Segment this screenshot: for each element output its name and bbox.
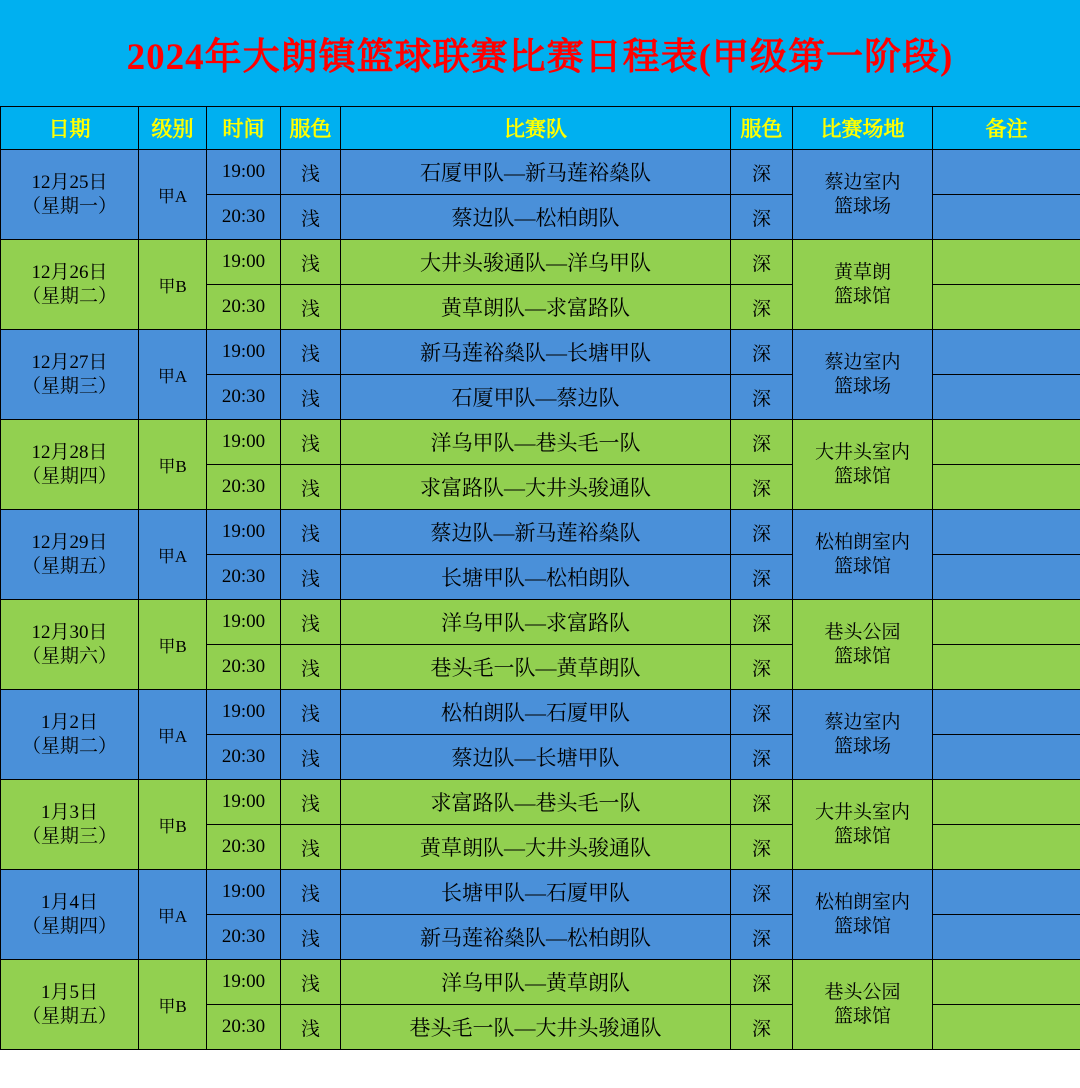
cell-home-shirt: 浅 <box>281 510 341 555</box>
cell-time: 19:00 <box>207 600 281 645</box>
date-day: 12月29日 <box>31 531 108 553</box>
cell-home-shirt: 浅 <box>281 240 341 285</box>
date-day: 12月25日 <box>31 171 108 193</box>
cell-time: 20:30 <box>207 645 281 690</box>
header-row <box>1 107 1080 150</box>
cell-venue <box>793 240 933 330</box>
table-row <box>1 510 1080 555</box>
venue-line-2: 篮球场 <box>833 735 891 757</box>
cell-level: 甲A <box>139 510 207 600</box>
table-header <box>1 107 1080 150</box>
cell-level: 甲B <box>139 960 207 1050</box>
venue-line-1: 大井头室内 <box>814 441 910 463</box>
cell-away-shirt: 深 <box>731 600 793 645</box>
title-bar <box>0 0 1080 106</box>
venue-line-1: 蔡边室内 <box>824 171 901 193</box>
table-row <box>1 780 1080 825</box>
cell-date <box>1 600 139 690</box>
cell-note <box>933 240 1080 285</box>
date-day: 1月4日 <box>40 891 98 913</box>
column-header-date: 日期 <box>1 107 139 150</box>
cell-teams: 洋乌甲队—巷头毛一队 <box>341 420 731 465</box>
cell-note <box>933 960 1080 1005</box>
cell-time: 20:30 <box>207 735 281 780</box>
cell-teams: 蔡边队—松柏朗队 <box>341 195 731 240</box>
cell-note <box>933 1005 1080 1050</box>
cell-home-shirt: 浅 <box>281 690 341 735</box>
cell-time: 19:00 <box>207 510 281 555</box>
date-weekday: （星期一） <box>21 195 117 217</box>
cell-teams: 石厦甲队—新马莲裕燊队 <box>341 150 731 195</box>
cell-date <box>1 150 139 240</box>
cell-level: 甲B <box>139 600 207 690</box>
page-title: 2024年大朗镇篮球联赛比赛日程表(甲级第一阶段) <box>126 37 954 78</box>
cell-teams: 黄草朗队—求富路队 <box>341 285 731 330</box>
cell-note <box>933 195 1080 240</box>
date-weekday: （星期五） <box>21 1005 117 1027</box>
cell-away-shirt: 深 <box>731 960 793 1005</box>
venue-line-2: 篮球馆 <box>833 825 891 847</box>
column-header-away-shirt: 服色 <box>731 107 793 150</box>
cell-away-shirt: 深 <box>731 195 793 240</box>
cell-teams: 巷头毛一队—黄草朗队 <box>341 645 731 690</box>
cell-note <box>933 375 1080 420</box>
cell-date <box>1 870 139 960</box>
cell-teams: 巷头毛一队—大井头骏通队 <box>341 1005 731 1050</box>
venue-line-1: 巷头公园 <box>824 621 901 643</box>
venue-line-2: 篮球馆 <box>833 555 891 577</box>
table-row <box>1 330 1080 375</box>
venue-line-2: 篮球馆 <box>833 465 891 487</box>
cell-teams: 蔡边队—新马莲裕燊队 <box>341 510 731 555</box>
cell-home-shirt: 浅 <box>281 420 341 465</box>
table-row <box>1 870 1080 915</box>
table-row <box>1 150 1080 195</box>
date-weekday: （星期三） <box>21 375 117 397</box>
cell-home-shirt: 浅 <box>281 915 341 960</box>
venue-line-1: 蔡边室内 <box>824 351 901 373</box>
date-day: 12月26日 <box>31 261 108 283</box>
cell-time: 19:00 <box>207 330 281 375</box>
cell-level: 甲B <box>139 780 207 870</box>
cell-note <box>933 150 1080 195</box>
venue-line-2: 篮球馆 <box>833 645 891 667</box>
cell-note <box>933 330 1080 375</box>
column-header-venue: 比赛场地 <box>793 107 933 150</box>
cell-note <box>933 645 1080 690</box>
cell-note <box>933 555 1080 600</box>
cell-time: 19:00 <box>207 420 281 465</box>
venue-line-1: 蔡边室内 <box>824 711 901 733</box>
date-day: 1月5日 <box>40 981 98 1003</box>
cell-note <box>933 780 1080 825</box>
cell-venue <box>793 870 933 960</box>
date-weekday: （星期六） <box>21 645 117 667</box>
venue-line-2: 篮球馆 <box>833 1005 891 1027</box>
cell-teams: 长塘甲队—石厦甲队 <box>341 870 731 915</box>
venue-line-1: 松柏朗室内 <box>814 531 910 553</box>
column-header-level: 级别 <box>139 107 207 150</box>
cell-date <box>1 510 139 600</box>
cell-away-shirt: 深 <box>731 555 793 600</box>
cell-time: 20:30 <box>207 195 281 240</box>
cell-home-shirt: 浅 <box>281 780 341 825</box>
cell-venue <box>793 420 933 510</box>
cell-home-shirt: 浅 <box>281 645 341 690</box>
table-body <box>1 150 1080 1050</box>
venue-line-1: 巷头公园 <box>824 981 901 1003</box>
date-day: 1月3日 <box>40 801 98 823</box>
cell-time: 19:00 <box>207 960 281 1005</box>
cell-date <box>1 420 139 510</box>
cell-venue <box>793 150 933 240</box>
cell-note <box>933 600 1080 645</box>
cell-away-shirt: 深 <box>731 330 793 375</box>
date-day: 1月2日 <box>40 711 98 733</box>
cell-time: 20:30 <box>207 465 281 510</box>
venue-line-1: 黄草朗 <box>833 261 891 283</box>
cell-home-shirt: 浅 <box>281 1005 341 1050</box>
cell-note <box>933 690 1080 735</box>
cell-note <box>933 510 1080 555</box>
cell-away-shirt: 深 <box>731 285 793 330</box>
venue-line-1: 松柏朗室内 <box>814 891 910 913</box>
table-row <box>1 600 1080 645</box>
cell-home-shirt: 浅 <box>281 150 341 195</box>
cell-note <box>933 870 1080 915</box>
cell-away-shirt: 深 <box>731 645 793 690</box>
column-header-teams: 比赛队 <box>341 107 731 150</box>
cell-time: 20:30 <box>207 825 281 870</box>
cell-teams: 大井头骏通队—洋乌甲队 <box>341 240 731 285</box>
cell-venue <box>793 690 933 780</box>
cell-level: 甲A <box>139 150 207 240</box>
cell-note <box>933 285 1080 330</box>
cell-home-shirt: 浅 <box>281 960 341 1005</box>
cell-level: 甲B <box>139 420 207 510</box>
cell-away-shirt: 深 <box>731 915 793 960</box>
cell-time: 19:00 <box>207 690 281 735</box>
cell-venue <box>793 780 933 870</box>
cell-away-shirt: 深 <box>731 870 793 915</box>
column-header-time: 时间 <box>207 107 281 150</box>
cell-home-shirt: 浅 <box>281 330 341 375</box>
date-day: 12月30日 <box>31 621 108 643</box>
cell-note <box>933 915 1080 960</box>
cell-note <box>933 735 1080 780</box>
cell-teams: 蔡边队—长塘甲队 <box>341 735 731 780</box>
date-weekday: （星期五） <box>21 555 117 577</box>
cell-time: 19:00 <box>207 150 281 195</box>
venue-line-2: 篮球场 <box>833 375 891 397</box>
table-row <box>1 420 1080 465</box>
table-row <box>1 960 1080 1005</box>
cell-date <box>1 780 139 870</box>
cell-home-shirt: 浅 <box>281 735 341 780</box>
cell-teams: 洋乌甲队—黄草朗队 <box>341 960 731 1005</box>
cell-teams: 长塘甲队—松柏朗队 <box>341 555 731 600</box>
cell-venue <box>793 600 933 690</box>
cell-away-shirt: 深 <box>731 780 793 825</box>
cell-home-shirt: 浅 <box>281 465 341 510</box>
date-day: 12月28日 <box>31 441 108 463</box>
cell-time: 20:30 <box>207 285 281 330</box>
cell-teams: 新马莲裕燊队—松柏朗队 <box>341 915 731 960</box>
date-weekday: （星期二） <box>21 735 117 757</box>
cell-time: 19:00 <box>207 780 281 825</box>
date-weekday: （星期四） <box>21 915 117 937</box>
cell-away-shirt: 深 <box>731 150 793 195</box>
cell-away-shirt: 深 <box>731 240 793 285</box>
cell-time: 19:00 <box>207 240 281 285</box>
cell-teams: 洋乌甲队—求富路队 <box>341 600 731 645</box>
cell-home-shirt: 浅 <box>281 555 341 600</box>
column-header-home-shirt: 服色 <box>281 107 341 150</box>
cell-level: 甲A <box>139 330 207 420</box>
cell-level: 甲A <box>139 870 207 960</box>
cell-level: 甲A <box>139 690 207 780</box>
cell-time: 19:00 <box>207 870 281 915</box>
cell-teams: 松柏朗队—石厦甲队 <box>341 690 731 735</box>
cell-away-shirt: 深 <box>731 690 793 735</box>
date-weekday: （星期三） <box>21 825 117 847</box>
cell-home-shirt: 浅 <box>281 870 341 915</box>
column-header-note: 备注 <box>933 107 1080 150</box>
cell-away-shirt: 深 <box>731 510 793 555</box>
cell-home-shirt: 浅 <box>281 375 341 420</box>
cell-away-shirt: 深 <box>731 465 793 510</box>
cell-date <box>1 690 139 780</box>
cell-home-shirt: 浅 <box>281 825 341 870</box>
cell-note <box>933 825 1080 870</box>
cell-time: 20:30 <box>207 375 281 420</box>
cell-note <box>933 420 1080 465</box>
cell-away-shirt: 深 <box>731 375 793 420</box>
cell-teams: 求富路队—巷头毛一队 <box>341 780 731 825</box>
cell-date <box>1 960 139 1050</box>
date-weekday: （星期二） <box>21 285 117 307</box>
venue-line-2: 篮球馆 <box>833 915 891 937</box>
cell-teams: 新马莲裕燊队—长塘甲队 <box>341 330 731 375</box>
date-day: 12月27日 <box>31 351 108 373</box>
cell-teams: 黄草朗队—大井头骏通队 <box>341 825 731 870</box>
cell-away-shirt: 深 <box>731 420 793 465</box>
cell-venue <box>793 960 933 1050</box>
cell-time: 20:30 <box>207 915 281 960</box>
cell-home-shirt: 浅 <box>281 285 341 330</box>
cell-teams: 求富路队—大井头骏通队 <box>341 465 731 510</box>
table-row <box>1 690 1080 735</box>
venue-line-1: 大井头室内 <box>814 801 910 823</box>
cell-venue <box>793 330 933 420</box>
table-row <box>1 240 1080 285</box>
cell-home-shirt: 浅 <box>281 600 341 645</box>
venue-line-2: 篮球场 <box>833 195 891 217</box>
cell-time: 20:30 <box>207 555 281 600</box>
cell-note <box>933 465 1080 510</box>
cell-level: 甲B <box>139 240 207 330</box>
cell-venue <box>793 510 933 600</box>
cell-home-shirt: 浅 <box>281 195 341 240</box>
cell-away-shirt: 深 <box>731 735 793 780</box>
cell-teams: 石厦甲队—蔡边队 <box>341 375 731 420</box>
cell-away-shirt: 深 <box>731 1005 793 1050</box>
venue-line-2: 篮球馆 <box>833 285 891 307</box>
cell-date <box>1 240 139 330</box>
cell-time: 20:30 <box>207 1005 281 1050</box>
schedule-table <box>0 106 1080 1050</box>
date-weekday: （星期四） <box>21 465 117 487</box>
cell-away-shirt: 深 <box>731 825 793 870</box>
cell-date <box>1 330 139 420</box>
